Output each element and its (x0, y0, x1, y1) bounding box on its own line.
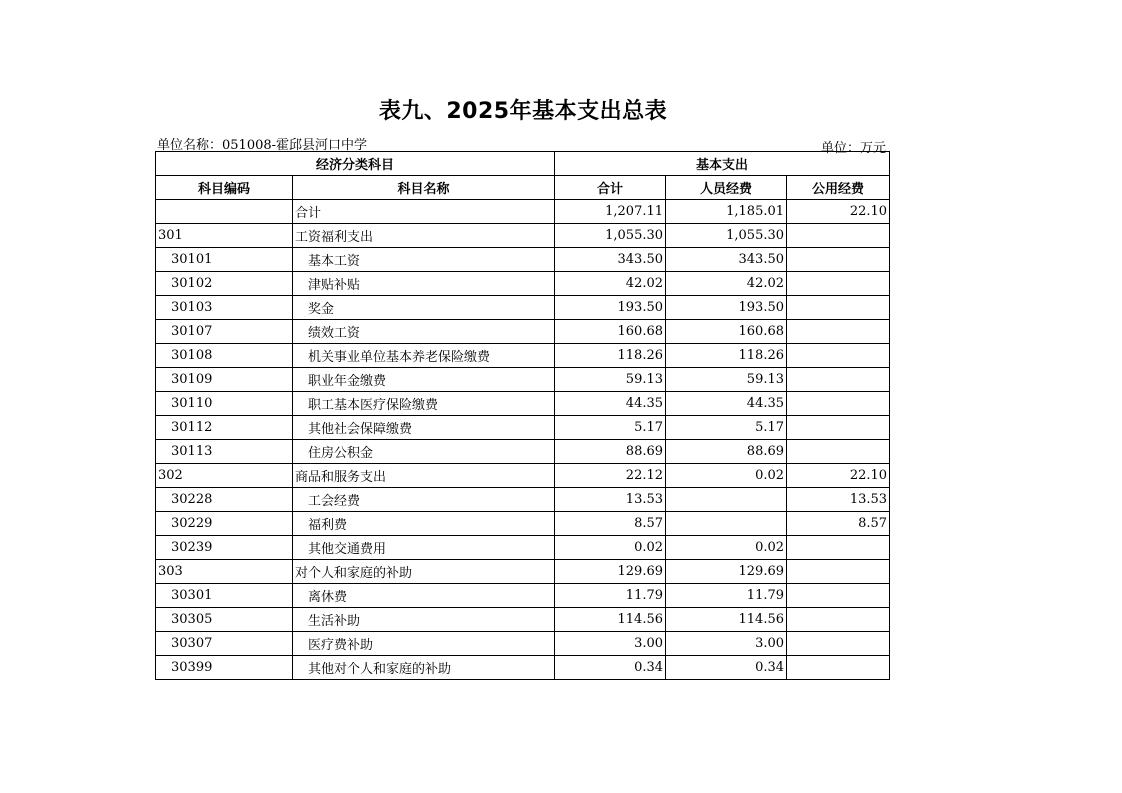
cell-code: 30307 (156, 632, 293, 656)
cell-name: 其他对个人和家庭的补助 (293, 656, 555, 680)
table-row (156, 200, 890, 224)
cell-name: 职工基本医疗保险缴费 (293, 392, 555, 416)
cell-total: 0.34 (555, 656, 666, 680)
cell-total: 343.50 (555, 248, 666, 272)
cell-personnel: 1,185.01 (666, 200, 787, 224)
cell-personnel: 160.68 (666, 320, 787, 344)
cell-total: 5.17 (555, 416, 666, 440)
header-name: 科目名称 (293, 176, 555, 200)
table-row (156, 488, 890, 512)
cell-public (787, 344, 890, 368)
cell-public (787, 560, 890, 584)
table-row (156, 320, 890, 344)
cell-name: 其他交通费用 (293, 536, 555, 560)
cell-public: 22.10 (787, 464, 890, 488)
cell-total: 1,207.11 (555, 200, 666, 224)
table-row (156, 296, 890, 320)
cell-public: 8.57 (787, 512, 890, 536)
cell-public (787, 416, 890, 440)
cell-code: 30110 (156, 392, 293, 416)
cell-public: 13.53 (787, 488, 890, 512)
table-row (156, 608, 890, 632)
unit-label: 单位：万元 (820, 141, 886, 156)
header-economic-classification: 经济分类科目 (156, 152, 555, 176)
cell-total: 129.69 (555, 560, 666, 584)
cell-name: 合计 (293, 200, 555, 224)
cell-public (787, 320, 890, 344)
table-row (156, 584, 890, 608)
cell-code: 30399 (156, 656, 293, 680)
cell-personnel (666, 488, 787, 512)
cell-personnel: 42.02 (666, 272, 787, 296)
cell-public (787, 608, 890, 632)
header-basic-expenditure: 基本支出 (555, 152, 890, 176)
cell-personnel: 0.34 (666, 656, 787, 680)
cell-personnel: 59.13 (666, 368, 787, 392)
cell-name: 津贴补贴 (293, 272, 555, 296)
cell-personnel: 193.50 (666, 296, 787, 320)
table-row (156, 416, 890, 440)
cell-code: 30228 (156, 488, 293, 512)
table-row (156, 656, 890, 680)
cell-code: 30239 (156, 536, 293, 560)
table-row (156, 272, 890, 296)
cell-code: 30113 (156, 440, 293, 464)
cell-code: 30109 (156, 368, 293, 392)
cell-personnel: 88.69 (666, 440, 787, 464)
cell-total: 11.79 (555, 584, 666, 608)
cell-total: 1,055.30 (555, 224, 666, 248)
cell-code: 30107 (156, 320, 293, 344)
cell-total: 88.69 (555, 440, 666, 464)
cell-public (787, 584, 890, 608)
table-row (156, 368, 890, 392)
table-row (156, 536, 890, 560)
cell-code: 30112 (156, 416, 293, 440)
cell-total: 160.68 (555, 320, 666, 344)
cell-name: 工会经费 (293, 488, 555, 512)
cell-name: 工资福利支出 (293, 224, 555, 248)
cell-total: 193.50 (555, 296, 666, 320)
cell-name: 职业年金缴费 (293, 368, 555, 392)
table-row (156, 344, 890, 368)
cell-name: 其他社会保障缴费 (293, 416, 555, 440)
cell-name: 绩效工资 (293, 320, 555, 344)
cell-total: 118.26 (555, 344, 666, 368)
header-personnel: 人员经费 (666, 176, 787, 200)
budget-table (155, 151, 890, 680)
cell-name: 奖金 (293, 296, 555, 320)
cell-personnel: 3.00 (666, 632, 787, 656)
cell-total: 44.35 (555, 392, 666, 416)
cell-personnel: 11.79 (666, 584, 787, 608)
cell-name: 福利费 (293, 512, 555, 536)
table-row (156, 392, 890, 416)
cell-total: 8.57 (555, 512, 666, 536)
cell-code: 30229 (156, 512, 293, 536)
cell-public (787, 632, 890, 656)
cell-code: 30103 (156, 296, 293, 320)
cell-code: 301 (156, 224, 293, 248)
cell-personnel: 343.50 (666, 248, 787, 272)
table-row (156, 248, 890, 272)
cell-code: 30108 (156, 344, 293, 368)
cell-code: 30101 (156, 248, 293, 272)
page-title: 表九、2025年基本支出总表 (378, 99, 668, 124)
cell-name: 商品和服务支出 (293, 464, 555, 488)
cell-personnel: 114.56 (666, 608, 787, 632)
cell-total: 22.12 (555, 464, 666, 488)
cell-code: 30102 (156, 272, 293, 296)
cell-name: 住房公积金 (293, 440, 555, 464)
header-group-row (156, 152, 890, 176)
cell-public (787, 536, 890, 560)
cell-personnel: 0.02 (666, 464, 787, 488)
cell-public (787, 368, 890, 392)
table-row (156, 224, 890, 248)
table-row (156, 632, 890, 656)
header-code: 科目编码 (156, 176, 293, 200)
cell-code: 30301 (156, 584, 293, 608)
cell-total: 114.56 (555, 608, 666, 632)
cell-name: 基本工资 (293, 248, 555, 272)
header-column-row (156, 176, 890, 200)
cell-code: 302 (156, 464, 293, 488)
cell-personnel (666, 512, 787, 536)
cell-name: 机关事业单位基本养老保险缴费 (293, 344, 555, 368)
table-row (156, 560, 890, 584)
cell-name: 离休费 (293, 584, 555, 608)
cell-total: 59.13 (555, 368, 666, 392)
cell-code: 30305 (156, 608, 293, 632)
cell-public (787, 248, 890, 272)
cell-personnel: 5.17 (666, 416, 787, 440)
cell-public (787, 272, 890, 296)
cell-public (787, 440, 890, 464)
cell-personnel: 118.26 (666, 344, 787, 368)
cell-public (787, 656, 890, 680)
cell-personnel: 0.02 (666, 536, 787, 560)
unit-name: 单位名称：051008-霍邱县河口中学 (157, 138, 368, 153)
cell-total: 3.00 (555, 632, 666, 656)
cell-public (787, 392, 890, 416)
cell-code: 303 (156, 560, 293, 584)
table-row (156, 440, 890, 464)
cell-public (787, 296, 890, 320)
table-row (156, 512, 890, 536)
cell-name: 对个人和家庭的补助 (293, 560, 555, 584)
cell-code (156, 200, 293, 224)
cell-public (787, 224, 890, 248)
cell-personnel: 44.35 (666, 392, 787, 416)
header-public: 公用经费 (787, 176, 890, 200)
cell-public: 22.10 (787, 200, 890, 224)
cell-name: 医疗费补助 (293, 632, 555, 656)
cell-personnel: 129.69 (666, 560, 787, 584)
cell-name: 生活补助 (293, 608, 555, 632)
cell-personnel: 1,055.30 (666, 224, 787, 248)
table-body (156, 200, 890, 680)
cell-total: 42.02 (555, 272, 666, 296)
cell-total: 0.02 (555, 536, 666, 560)
table-row (156, 464, 890, 488)
header-total: 合计 (555, 176, 666, 200)
cell-total: 13.53 (555, 488, 666, 512)
